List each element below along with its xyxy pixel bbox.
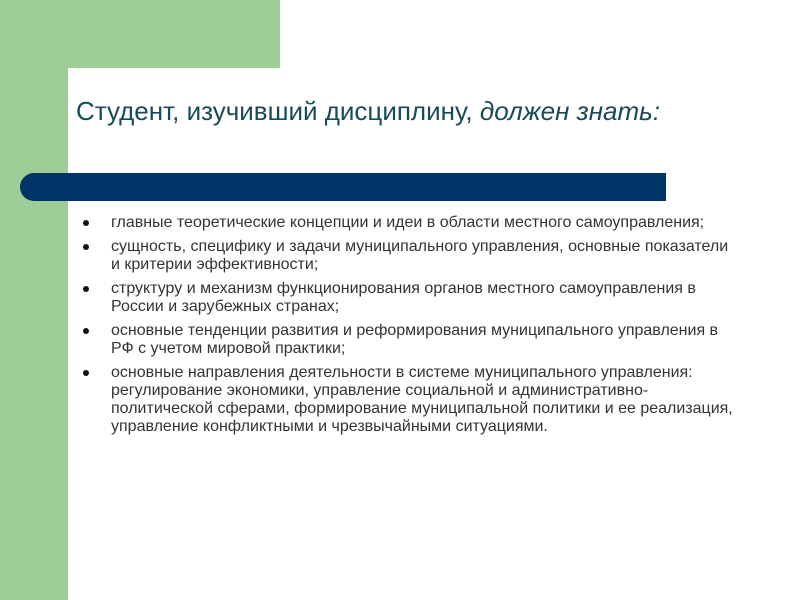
bullet-dot-icon (83, 244, 89, 250)
slide-title (76, 96, 716, 127)
bullet-dot-icon (83, 328, 89, 334)
bullet-item (80, 238, 740, 274)
bullet-text: основные направления деятельности в системе муниципального управления: регулирование экономики, управление социальной и административно-политической сферами, формирование муниципальной политики и ее реализация, управление конфликтными и чрезвычайными ситуациями. (111, 364, 733, 435)
bullet-item (80, 214, 740, 232)
bullet-text: основные тенденции развития и реформирования муниципального управления в РФ с учетом мировой практики; (111, 322, 719, 357)
bullet-dot-icon (83, 370, 89, 376)
bullet-item (80, 364, 740, 436)
bullet-dot-icon (83, 286, 89, 292)
bullet-dot-icon (83, 220, 89, 226)
title-divider-bar (20, 173, 666, 201)
slide-title-plain: Студент, изучивший дисциплину, (76, 96, 480, 126)
decorative-green-band-left (0, 0, 68, 600)
bullet-item (80, 280, 740, 316)
bullet-text: сущность, специфику и задачи муниципального управления, основные показатели и критерии эффективности; (111, 238, 729, 273)
bullet-text: главные теоретические концепции и идеи в области местного самоуправления; (111, 214, 705, 231)
bullet-item (80, 322, 740, 358)
bullet-list (80, 214, 740, 442)
slide-title-emphasis: должен знать: (479, 96, 661, 126)
bullet-text: структуру и механизм функционирования органов местного самоуправления в России и зарубежных странах; (111, 280, 696, 315)
